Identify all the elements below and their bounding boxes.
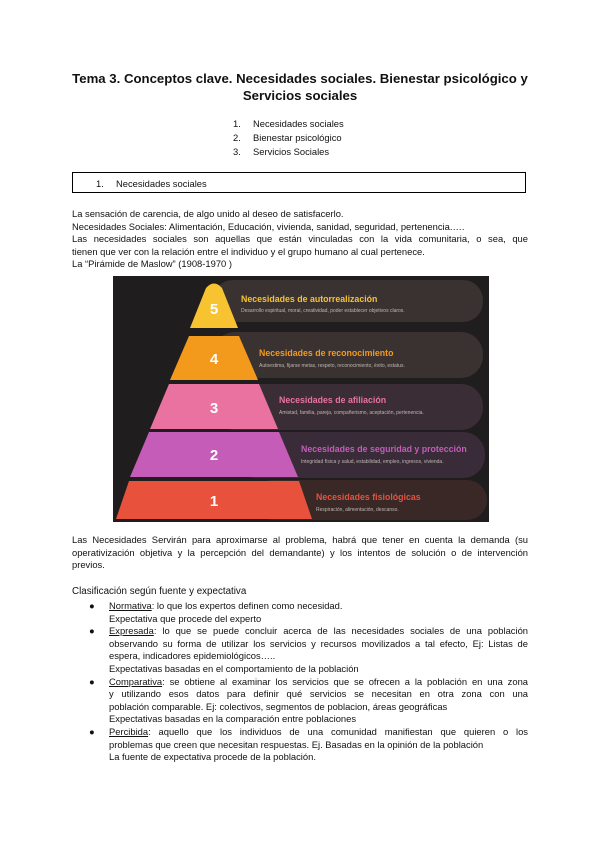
approach-line-3: previos.: [72, 559, 105, 571]
tier-3-title: Necesidades de afiliación: [279, 395, 387, 405]
title-line-2: Servicios sociales: [242, 88, 358, 103]
section-title: Necesidades sociales: [116, 178, 207, 189]
intro-definition: La sensación de carencia, de algo unido al deseo de satisfacerlo.: [72, 208, 344, 219]
item-text: : aquello que los individuos de una comunidad manifiestan que quieren o los: [148, 725, 528, 737]
toc-item-label: Necesidades sociales: [253, 118, 344, 129]
item-text: Expectativas basadas en el comportamiento de la población: [109, 662, 359, 674]
tier-5-desc: Desarrollo espiritual, moral, creatividad, poder establecer objetivos claros.: [241, 308, 405, 314]
tier-4-title: Necesidades de reconocimiento: [259, 348, 394, 358]
section-number: 1.: [96, 178, 104, 189]
title-line-1: Tema 3. Conceptos clave. Necesidades sociales. Bienestar psicológico y: [72, 71, 528, 86]
page-title: [60, 70, 540, 104]
toc-item-label: Servicios Sociales: [253, 146, 330, 157]
bullet-icon: ●: [89, 600, 95, 611]
approach-line-1: Las Necesidades Servirán para aproximarse al problema, habrá que tener en cuenta la demanda (su: [72, 534, 528, 545]
maslow-pyramid: [113, 276, 489, 522]
tier-1-desc: Respiración, alimentación, descanso.: [316, 507, 399, 513]
bullet-icon: ●: [89, 625, 95, 637]
tier-1-title: Necesidades fisiológicas: [316, 492, 421, 502]
intro-description-line-2: tienen que ver con la relación entre el individuo y el grupo humano al cual pertenece.: [72, 245, 425, 257]
tier-4-desc: Autoestima, fijarse metas, respeto, reconocimiento, éxito, estatus.: [259, 363, 405, 369]
maslow-pyramid-image: [113, 276, 489, 522]
toc-item-label: Bienestar psicológico: [253, 132, 342, 143]
bullet-icon: ●: [89, 675, 95, 687]
item-text: y utilizando esos datos para definir qué servicios se necesitan en otra zona con una: [109, 688, 528, 700]
intro-examples: Necesidades Sociales: Alimentación, Educación, vivienda, sanidad, seguridad, pertenencia.….: [72, 220, 465, 232]
item-text: Expectativa que procede del experto: [109, 612, 262, 624]
intro-paragraph: [72, 208, 528, 271]
intro-description-line-1: Las necesidades sociales son aquellas que están vinculadas con la vida comunitaria, o sea, que: [72, 233, 528, 245]
maslow-caption: La “Pirámide de Maslow” (1908-1970 ): [72, 258, 232, 270]
list-item: [72, 676, 528, 726]
list-item: [72, 600, 528, 625]
item-text: La fuente de expectativa procede de la población.: [109, 751, 316, 763]
term-percibida: Percibida: [109, 725, 149, 737]
term-comparativa: Comparativa: [109, 675, 163, 687]
list-item: [72, 726, 528, 764]
item-text: Expectativas basadas en la comparación entre poblaciones: [109, 713, 357, 725]
toc-item-number: 1.: [233, 118, 241, 129]
approach-line-2: operativización objetiva y la percepción del demandante) y los intentos de solución o de intervención: [72, 546, 528, 558]
tier-3-number: 3: [209, 400, 219, 417]
term-expresada: Expresada: [109, 625, 154, 637]
tier-4-number: 4: [209, 351, 219, 368]
needs-approach-paragraph: [72, 534, 528, 572]
section-heading-box: [72, 172, 526, 193]
list-item: [72, 625, 528, 675]
tier-2-title: Necesidades de seguridad y protección: [301, 444, 467, 454]
item-text: observando su forma de utilizar los servicios y recursos movilizados a tal efecto, Ej: Listas de: [109, 637, 528, 649]
classification-heading: Clasificación según fuente y expectativa: [72, 586, 247, 597]
tier-3-desc: Amistad, familia, pareja, compañerismo, aceptación, pertenencia.: [279, 410, 424, 416]
tier-2-desc: Integridad física y salud, estabilidad, empleo, ingresos, vivienda.: [301, 459, 444, 465]
tier-2-number: 2: [209, 447, 219, 464]
item-text: problemas que creen que necesitan respuestas. Ej. Basadas en la opinión de la población: [109, 738, 484, 750]
toc-item: [233, 145, 344, 159]
item-text: : lo que los expertos definen como necesidad.: [151, 600, 343, 611]
tier-5-number: 5: [209, 301, 219, 318]
item-text: : lo que se puede concluir acerca de las necesidades sociales de una población: [153, 625, 528, 637]
toc-item-number: 2.: [233, 132, 241, 143]
toc-item: [233, 117, 344, 131]
toc-item: [233, 131, 344, 145]
item-text: población comparable. Ej: colectivos, segmentos de poblacion, áreas geográficas: [109, 700, 448, 712]
tier-5-title: Necesidades de autorrealización: [241, 294, 378, 304]
toc-item-number: 3.: [233, 146, 241, 157]
item-text: espera, indicadores epidemiológicos…..: [109, 650, 276, 662]
item-text: : se obtiene al examinar los servicios que se ofrecen a la población en una zona: [162, 675, 528, 687]
term-normativa: Normativa: [109, 600, 152, 611]
tier-1-number: 1: [209, 493, 219, 510]
bullet-icon: ●: [89, 725, 95, 737]
classification-list: [72, 600, 528, 764]
table-of-contents: [233, 117, 344, 159]
